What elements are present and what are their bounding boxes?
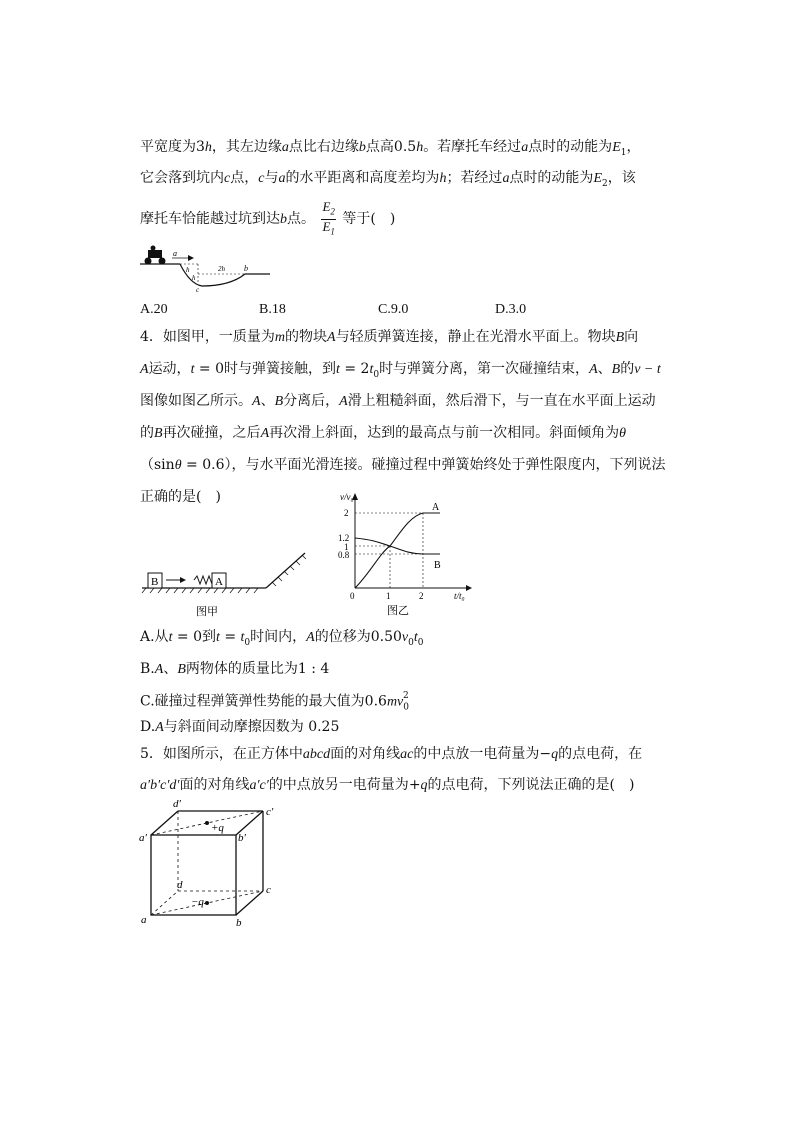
height-h2-label: h [192, 274, 196, 282]
vertex-d: d [177, 879, 183, 891]
minus-charge-dot [205, 901, 209, 905]
q3-option-d: D.3.0 [495, 302, 527, 317]
block-b-label: B [151, 576, 159, 588]
figure-jia-caption: 图甲 [196, 606, 218, 618]
plus-q-label: +q [211, 822, 224, 834]
q5-cube-figure [135, 795, 285, 930]
point-a-label: a [173, 249, 177, 258]
xtick-1: 1 [386, 591, 391, 601]
vertex-c: c [266, 884, 271, 896]
vertex-c1: c′ [266, 806, 274, 818]
q4-option-d: D.A与斜面间动摩擦因数为 0.25 [140, 719, 340, 735]
height-h-label: h [186, 266, 190, 274]
cube-front [151, 811, 263, 915]
plus-charge-dot [205, 821, 209, 825]
q4-text-line1: 4．如图甲，一质量为m的物块A与轻质弹簧连接，静止在光滑水平面上。物块B向 [140, 329, 639, 345]
q3-text-line2: 它会落到坑内c点，c与a的水平距离和高度差均为h；若经过a点时的动能为$E_2$，该 [140, 170, 636, 189]
width-2h-label: 2h [218, 265, 225, 273]
point-b-label: b [244, 264, 248, 273]
vertex-d1: d′ [173, 798, 181, 810]
q4-figure-jia [140, 535, 310, 620]
q4-text-line5: （sinθ = 0.6），与水平面光滑连接。碰撞过程中弹簧始终处于弹性限度内，下列说法 [140, 457, 666, 473]
figure-yi-caption: 图乙 [387, 605, 409, 617]
incline [266, 553, 305, 588]
q3-option-b: B.18 [259, 302, 286, 317]
q5-text-line2: a′b′c′d′面的对角线a′c′的中点放另一电荷量为+q的点电荷，下列说法正确的是( ) [140, 777, 635, 793]
q3-text-line3: 摩托车恰能越过坑到达b点。 $\frac{E_2}{E_1}$ 等于( ) [140, 199, 396, 237]
vertex-b1: b′ [238, 832, 246, 844]
q5-text-line1: 5．如图所示，在正方体中abcd面的对角线ac的中点放一电荷量为−q的点电荷，在 [140, 746, 643, 762]
curve-b-label: B [434, 560, 441, 571]
q3-option-a: A.20 [140, 302, 168, 317]
vertex-b: b [236, 917, 242, 929]
q4-option-a: A.从t = 0到$t = t_0$时间内，A的位移为$0.50v_0t_0$ [140, 629, 424, 648]
q3-option-c: C.9.0 [378, 302, 409, 317]
v-axis-label: v/v₀ [340, 492, 354, 502]
q4-text-line3: 图像如图乙所示。A、B分离后，A滑上粗糙斜面，然后滑下，与一直在水平面上运动 [140, 393, 656, 409]
ytick-2: 2 [344, 508, 349, 518]
minus-q-label: −q [191, 896, 204, 908]
q4-text-line6: 正确的是( ) [140, 489, 221, 505]
block-a-label: A [215, 576, 223, 588]
q4-option-c: C.碰撞过程弹簧弹性势能的最大值为$0.6mv_0^2$ [140, 691, 409, 713]
curve-a [355, 513, 440, 588]
point-c-label: c [196, 286, 200, 294]
q3-pit-figure [140, 244, 280, 296]
xtick-2: 2 [419, 591, 424, 601]
vertex-a1: a′ [139, 832, 147, 844]
energy-ratio-fraction: $\frac{E_2}{E_1}$ [322, 199, 335, 237]
ytick-0-8: 0.8 [338, 550, 350, 560]
motorcycle-icon [145, 246, 166, 265]
ytick-1-2: 1.2 [338, 533, 350, 543]
vertex-a: a [141, 914, 147, 926]
q4-figure-yi-graph [330, 488, 480, 618]
q4-option-b: B.A、B两物体的质量比为1 : 4 [140, 661, 330, 677]
q4-text-line2: A运动，t = 0时与弹簧接触，到$t = 2t_0$时与弹簧分离，第一次碰撞结束，A、B的v − t [140, 361, 661, 380]
t-axis-label: t/t₀ [454, 591, 465, 601]
q4-text-line4: 的B再次碰撞，之后A再次滑上斜面，达到的最高点与前一次相同。斜面倾角为θ [140, 425, 627, 441]
xtick-0: 0 [350, 591, 355, 601]
curve-a-label: A [432, 502, 440, 513]
ytick-1: 1 [344, 542, 349, 552]
q3-text-line1: 平宽度为3h，其左边缘a点比右边缘b点高0.5h。若摩托车经过a点时的动能为$E_1$， [140, 139, 641, 158]
ground-hatch [142, 588, 258, 593]
